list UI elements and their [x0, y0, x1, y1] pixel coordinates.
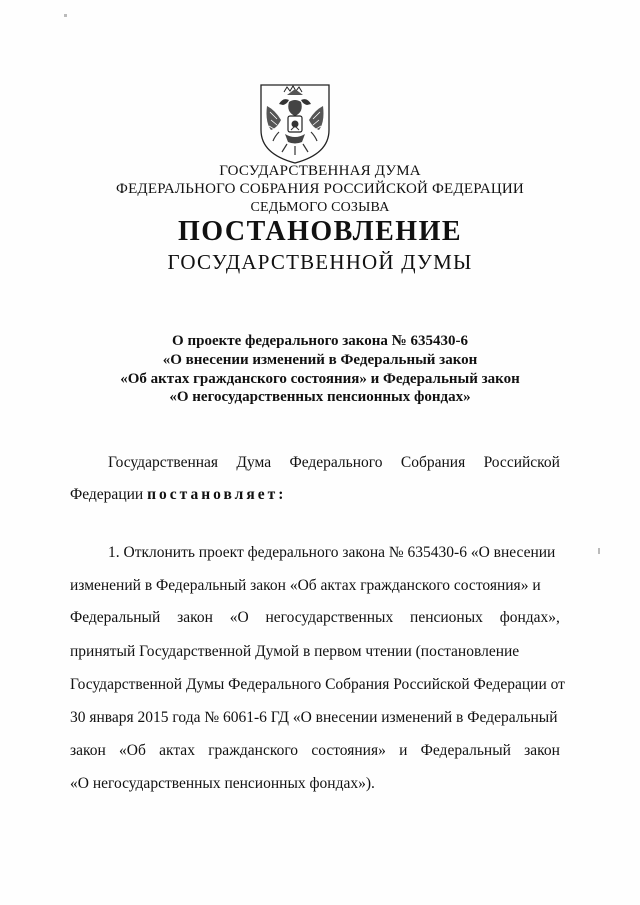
item1-word: состояния»	[311, 742, 386, 759]
preamble-line-1	[108, 453, 560, 473]
item1-line-8: «О негосударственных пенсионных фондах»).	[70, 775, 375, 792]
subject-line-4: «О негосударственных пенсионных фондах»	[169, 389, 471, 405]
org-line-3: СЕДЬМОГО СОЗЫВА	[250, 200, 390, 215]
item1-word: Федеральный	[70, 609, 161, 626]
item1-line-4: принятый Государственной Думой в первом чтении (постановление	[70, 643, 520, 660]
preamble-verb: постановляет:	[147, 486, 287, 503]
preamble-subject: Федерации	[70, 486, 144, 503]
document-type-title: ПОСТАНОВЛЕНИЕ	[177, 216, 463, 247]
double-headed-eagle-icon	[257, 82, 333, 166]
subject-line-1: О проекте федерального закона № 635430-6	[172, 333, 468, 349]
item1-word: закон	[70, 742, 106, 759]
item1-word: закон	[177, 609, 213, 626]
coat-of-arms-emblem	[257, 82, 333, 166]
item1-word: актах	[159, 742, 195, 759]
document-type-subtitle: ГОСУДАРСТВЕННОЙ ДУМЫ	[167, 250, 473, 274]
preamble-word: Дума	[236, 454, 272, 471]
subject-line-2: «О внесении изменений в Федеральный закон	[162, 352, 478, 368]
item1-line-2: изменений в Федеральный закон «Об актах гражданского состояния» и	[70, 577, 541, 594]
item1-word: Федеральный	[420, 742, 511, 759]
item1-line-5: Государственной Думы Федерального Собрания Российской Федерации от	[70, 676, 565, 693]
item1-line-1: 1. Отклонить проект федерального закона № 635430-6 «О внесении	[108, 544, 556, 561]
preamble-word: Собрания	[400, 454, 466, 471]
preamble-word: Российской	[483, 454, 560, 471]
item1-line-3	[70, 608, 560, 628]
item1-word: негосударственных	[265, 609, 394, 626]
preamble-line-2	[70, 485, 560, 505]
item1-word: «О	[229, 609, 249, 626]
item1-line-7	[70, 741, 560, 761]
preamble-word: Федерального	[289, 454, 383, 471]
scan-speck	[598, 548, 600, 554]
subject-line-3: «Об актах гражданского состояния» и Федеральный закон	[120, 371, 520, 387]
item1-word: закон	[524, 742, 560, 759]
scan-speck	[64, 14, 67, 17]
item1-word: «Об	[119, 742, 146, 759]
item1-word: гражданского	[208, 742, 299, 759]
item1-word: и	[399, 742, 408, 759]
org-line-1: ГОСУДАРСТВЕННАЯ ДУМА	[219, 163, 421, 179]
org-line-2: ФЕДЕРАЛЬНОГО СОБРАНИЯ РОССИЙСКОЙ ФЕДЕРАЦИИ	[116, 181, 524, 197]
item1-word: пенсионых	[410, 609, 483, 626]
preamble-word: Государственная	[108, 454, 219, 471]
item1-word: фондах»,	[499, 609, 560, 626]
item1-line-6: 30 января 2015 года № 6061-6 ГД «О внесении изменений в Федеральный	[70, 709, 558, 726]
